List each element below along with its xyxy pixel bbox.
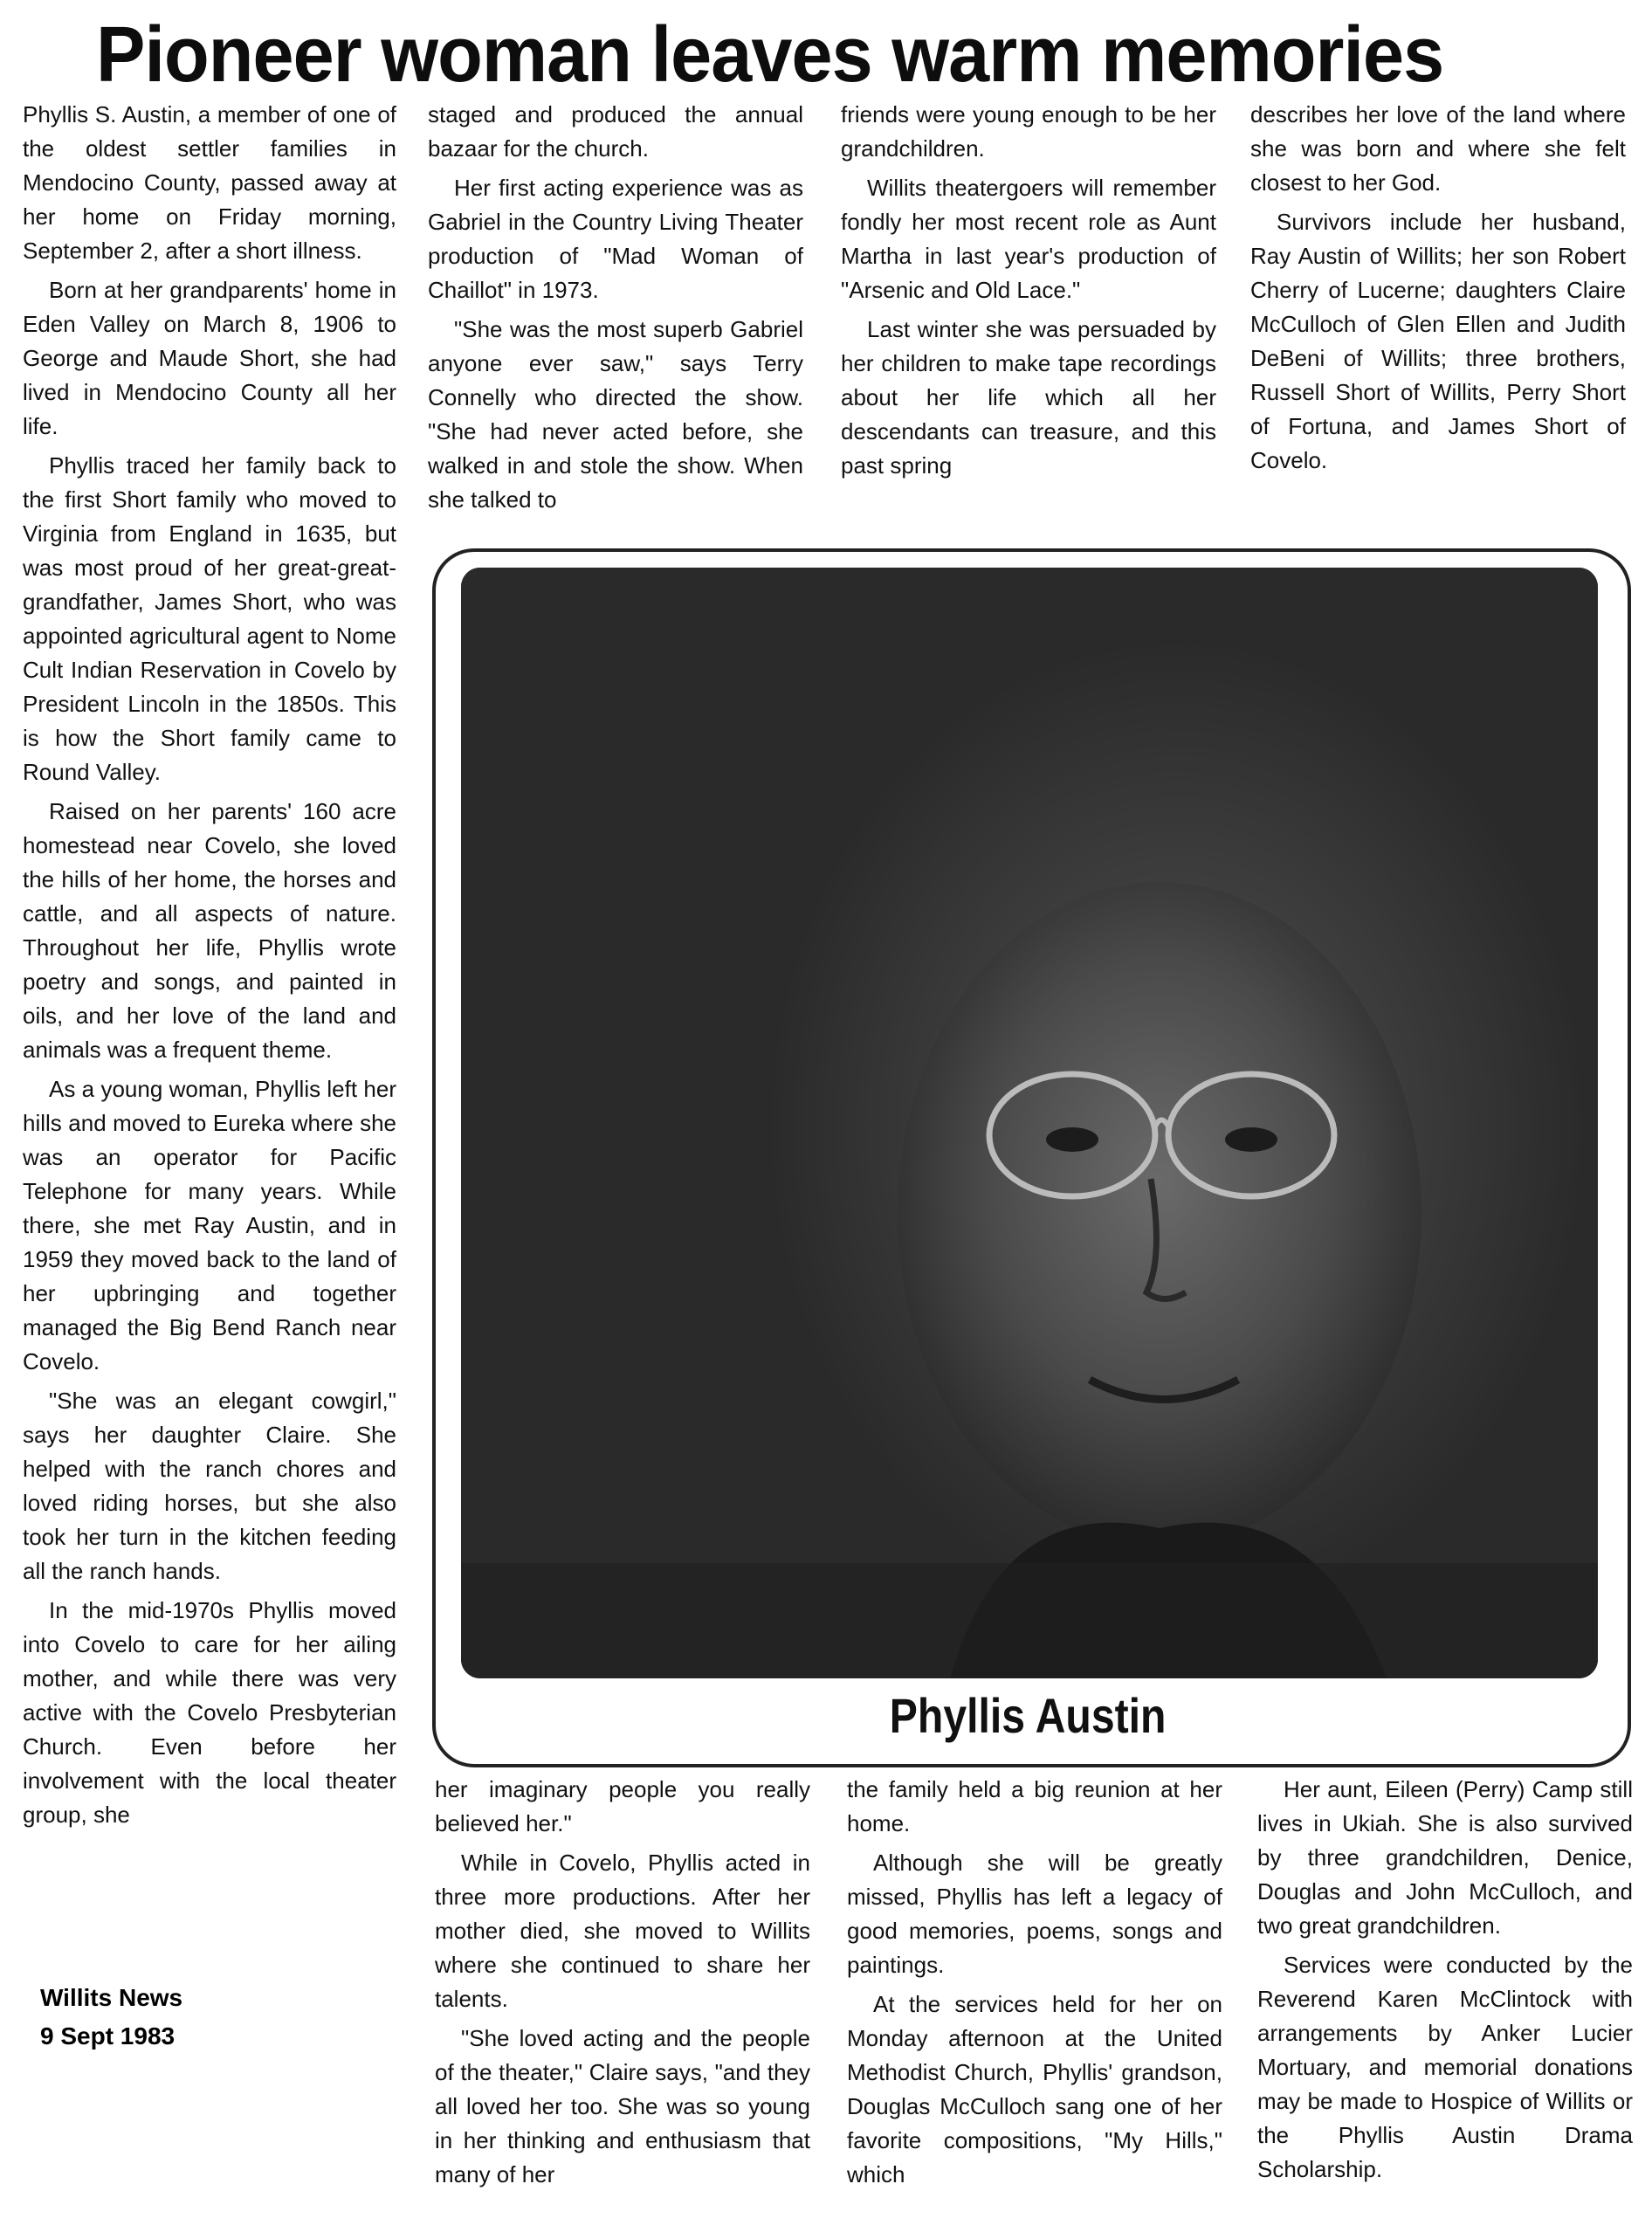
paragraph: Her aunt, Eileen (Perry) Camp still lives in Ukiah. She is also survived by three grandchildren, Denice, Douglas and John McCulloch, and two great grandchildren.	[1257, 1776, 1633, 1939]
paragraph: Her first acting experience was as Gabriel in the Country Living Theater production of "Mad Woman of Chaillot" in 1973.	[428, 175, 803, 303]
paragraph: While in Covelo, Phyllis acted in three more productions. After her mother died, she moved to Willits where she continued to share her talents.	[435, 1850, 810, 2012]
portrait-illustration	[461, 568, 1598, 1678]
paragraph: As a young woman, Phyllis left her hills and moved to Eureka where she was an operator for Pacific Telephone for many years. While there, she met Ray Austin, and in 1959 they moved back to the land of her upbringing and together managed the Big Bend Ranch near Covelo.	[23, 1076, 396, 1374]
article-column-3	[841, 98, 1216, 483]
paragraph: the family held a big reunion at her home.	[847, 1776, 1222, 1836]
portrait-photo	[461, 568, 1598, 1678]
paragraph: Phyllis S. Austin, a member of one of the oldest settler families in Mendocino County, passed away at her home on Friday morning, September 2, after a short illness.	[23, 101, 396, 264]
paragraph: Born at her grandparents' home in Eden Valley on March 8, 1906 to George and Maude Short, she had lived in Mendocino County all her life.	[23, 277, 396, 439]
headline: Pioneer woman leaves warm memories	[96, 11, 1444, 99]
article-column-4-lower	[1257, 1773, 1633, 2187]
paragraph: At the services held for her on Monday afternoon at the United Methodist Church, Phyllis' grandson, Douglas McCulloch sang one of her favorite compositions, "My Hills," which	[847, 1991, 1222, 2187]
paragraph: "She loved acting and the people of the theater," Claire says, "and they all loved her too. She was so young in her thinking and enthusiasm that many of her	[435, 2025, 810, 2187]
article-column-4	[1250, 98, 1626, 478]
source-publication: Willits News	[40, 1984, 183, 2011]
paragraph: Raised on her parents' 160 acre homestead near Covelo, she loved the hills of her home, the horses and cattle, and all aspects of nature. Throughout her life, Phyllis wrote poetry and songs, and painted in oils, and her love of the land and animals was a frequent theme.	[23, 798, 396, 1063]
paragraph: Willits theatergoers will remember fondly her most recent role as Aunt Martha in last year's production of "Arsenic and Old Lace."	[841, 175, 1216, 303]
paragraph: friends were young enough to be her grandchildren.	[841, 101, 1216, 162]
source-citation	[40, 1979, 182, 2056]
photo-caption: Phyllis Austin	[890, 1688, 1167, 1743]
paragraph: "She was an elegant cowgirl," says her daughter Claire. She helped with the ranch chores and loved riding horses, but she also took her turn in the kitchen feeding all the ranch hands.	[23, 1388, 396, 1584]
paragraph: Services were conducted by the Reverend Karen McClintock with arrangements by Anker Lucier Mortuary, and memorial donations may be made to Hospice of Willits or the Phyllis Austin Drama Scholarship.	[1257, 1952, 1633, 2182]
paragraph: her imaginary people you really believed her."	[435, 1776, 810, 1836]
paragraph: staged and produced the annual bazaar for the church.	[428, 101, 803, 162]
paragraph: Phyllis traced her family back to the first Short family who moved to Virginia from England in 1635, but was most proud of her great-great-grandfather, James Short, who was appointed agricultural agent to Nome Cult Indian Reservation in Covelo by President Lincoln in the 1850s. This is how the Short family came to Round Valley.	[23, 452, 396, 785]
paragraph: describes her love of the land where she was born and where she felt closest to her God.	[1250, 101, 1626, 196]
paragraph: Although she will be greatly missed, Phyllis has left a legacy of good memories, poems, songs and paintings.	[847, 1850, 1222, 1978]
article-column-2	[428, 98, 803, 517]
paragraph: In the mid-1970s Phyllis moved into Covelo to care for her ailing mother, and while there was very active with the Covelo Presbyterian Church. Even before her involvement with the local theater group, she	[23, 1597, 396, 1828]
paragraph: Last winter she was persuaded by her children to make tape recordings about her life which all her descendants can treasure, and this past spring	[841, 316, 1216, 479]
paragraph: "She was the most superb Gabriel anyone ever saw," says Terry Connelly who directed the show. "She had never acted before, she walked in and stole the show. When she talked to	[428, 316, 803, 513]
article-column-1	[23, 98, 396, 1832]
article-column-3-lower	[847, 1773, 1222, 2192]
article-column-2-lower	[435, 1773, 810, 2192]
source-date: 9 Sept 1983	[40, 2022, 176, 2050]
paragraph: Survivors include her husband, Ray Austin of Willits; her son Robert Cherry of Lucerne; daughters Claire McCulloch of Glen Ellen and Judith DeBeni of Willits; three brothers, Russell Short of Willits, Perry Short of Fortuna, and James Short of Covelo.	[1250, 209, 1626, 473]
